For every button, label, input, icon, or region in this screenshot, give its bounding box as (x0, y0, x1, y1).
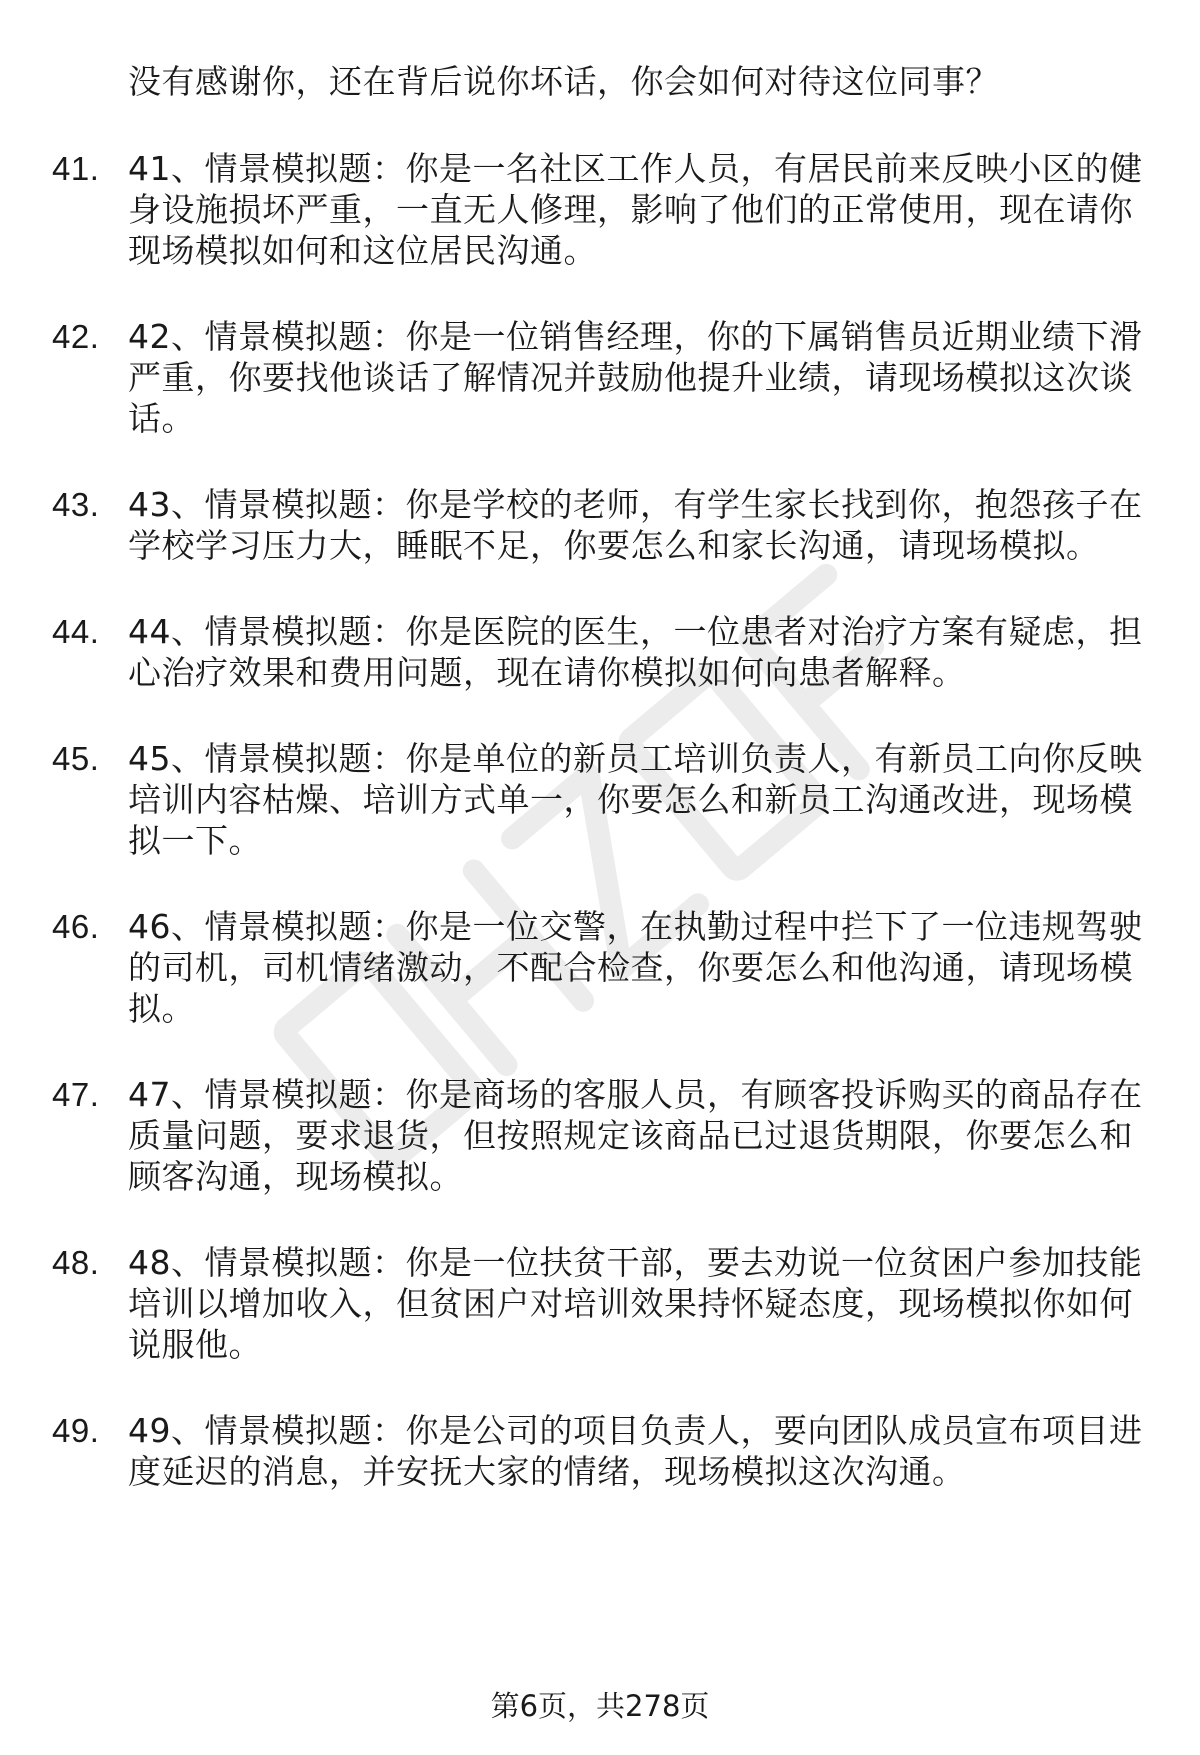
list-item-text: 48、情景模拟题：你是一位扶贫干部，要去劝说一位贫困户参加技能培训以增加收入，但贫困户对培训效果持怀疑态度，现场模拟你如何说服他。 (128, 1243, 1143, 1364)
list-item (0, 316, 1200, 439)
list-item-number: 41. (52, 150, 100, 187)
list-item-number: 48. (52, 1244, 100, 1281)
list-item (0, 906, 1200, 1029)
list-item-number: 45. (52, 740, 100, 777)
list-item-text: 49、情景模拟题：你是公司的项目负责人，要向团队成员宣布项目进度延迟的消息，并安抚大家的情绪，现场模拟这次沟通。 (128, 1411, 1143, 1491)
list-item-number: 46. (52, 908, 100, 945)
list-item-text: 43、情景模拟题：你是学校的老师，有学生家长找到你，抱怨孩子在学校学习压力大，睡眠不足，你要怎么和家长沟通，请现场模拟。 (128, 485, 1143, 565)
list-item-number: 42. (52, 318, 100, 355)
list-item-text: 46、情景模拟题：你是一位交警，在执勤过程中拦下了一位违规驾驶的司机，司机情绪激动，不配合检查，你要怎么和他沟通，请现场模拟。 (128, 907, 1143, 1028)
continued-question-text: 没有感谢你，还在背后说你坏话，你会如何对待这位同事？ (128, 62, 999, 101)
list-item (0, 1074, 1200, 1197)
list-item (0, 738, 1200, 861)
list-item (0, 1242, 1200, 1365)
list-item (0, 1410, 1200, 1492)
page-footer: 第6页，共278页 (490, 1689, 710, 1723)
question-list (0, 148, 1200, 1537)
list-item-text: 44、情景模拟题：你是医院的医生，一位患者对治疗方案有疑虑，担心治疗效果和费用问题，现在请你模拟如何向患者解释。 (128, 612, 1143, 692)
list-item-text: 45、情景模拟题：你是单位的新员工培训负责人，有新员工向你反映培训内容枯燥、培训方式单一，你要怎么和新员工沟通改进，现场模拟一下。 (128, 739, 1143, 860)
list-item-number: 49. (52, 1412, 100, 1449)
list-item (0, 611, 1200, 693)
list-item-text: 47、情景模拟题：你是商场的客服人员，有顾客投诉购买的商品存在质量问题，要求退货，但按照规定该商品已过退货期限，你要怎么和顾客沟通，现场模拟。 (128, 1075, 1143, 1196)
list-item (0, 148, 1200, 271)
list-item-number: 43. (52, 486, 100, 523)
list-item-number: 47. (52, 1076, 100, 1113)
list-item-text: 42、情景模拟题：你是一位销售经理，你的下属销售员近期业绩下滑严重，你要找他谈话了解情况并鼓励他提升业绩，请现场模拟这次谈话。 (128, 317, 1143, 438)
list-item-text: 41、情景模拟题：你是一名社区工作人员，有居民前来反映小区的健身设施损坏严重，一直无人修理，影响了他们的正常使用，现在请你现场模拟如何和这位居民沟通。 (128, 149, 1143, 270)
list-item-number: 44. (52, 613, 100, 650)
list-item (0, 484, 1200, 566)
